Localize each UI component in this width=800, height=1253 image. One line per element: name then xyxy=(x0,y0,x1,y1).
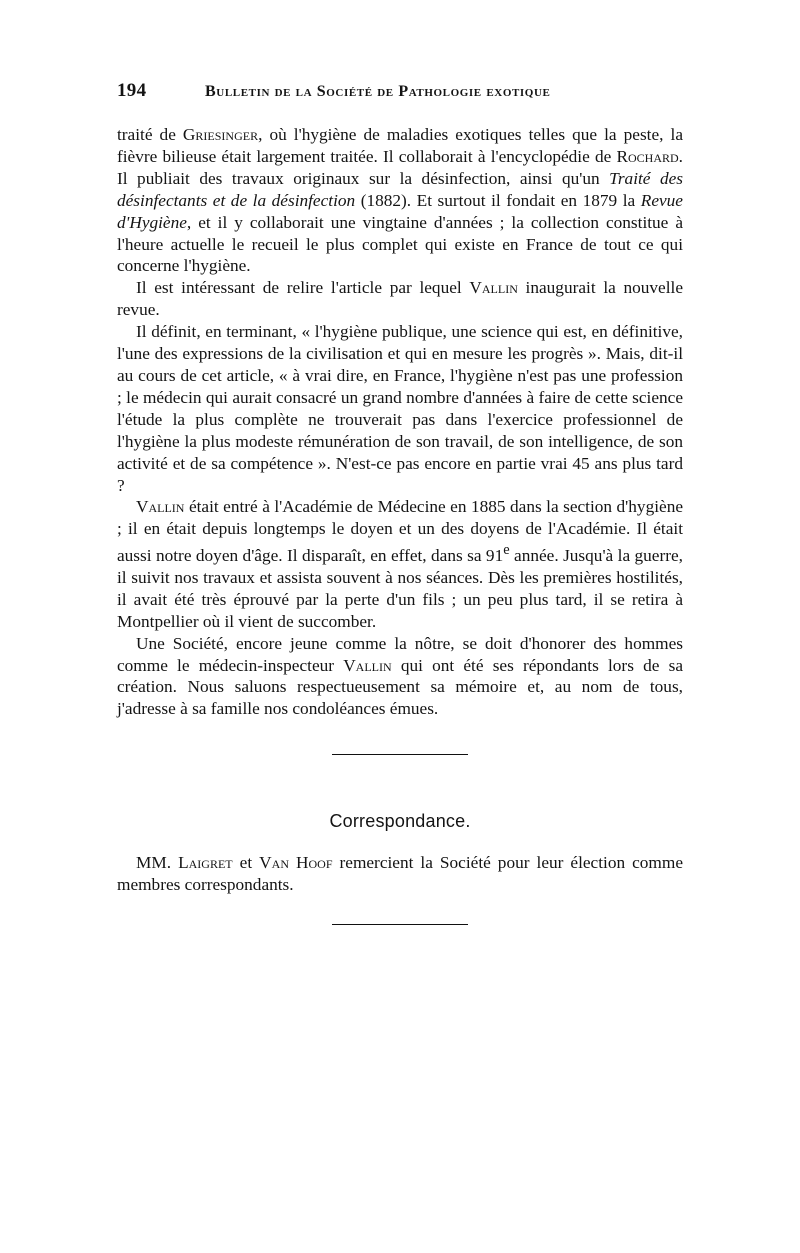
author-name: Griesinger xyxy=(182,125,259,144)
text: . Il publiait des travaux originaux sur la désinfection, ainsi qu'un xyxy=(117,146,683,188)
paragraph-4 xyxy=(117,496,683,632)
text: et xyxy=(232,853,260,873)
paragraph-3 xyxy=(117,321,683,496)
author-name: Vallin xyxy=(136,497,185,517)
author-name: Vallin xyxy=(343,655,392,675)
correspondance-body xyxy=(117,852,683,896)
text: Il est intéressant de relire l'article par lequel xyxy=(136,278,470,298)
running-title: Bulletin de la Société de Pathologie exotique xyxy=(205,83,551,100)
text: traité de xyxy=(117,125,183,144)
text: était entré à l'Académie de Médecine en 1885 dans la section d'hygiène ; il en était depuis longtemps le doyen et un des doyens de l'Académie. Il était aussi notre doyen d'âge. Il disparaît, en effet, dans sa 91 xyxy=(117,497,683,565)
book-title: Traité des désinfectants et de la désinfection xyxy=(117,168,684,210)
paragraph-5 xyxy=(117,633,683,721)
journal-title: Revue d'Hygiène xyxy=(117,190,683,232)
page-number: 194 xyxy=(117,80,147,101)
text: (1882). Et surtout il fondait en 1879 la xyxy=(355,190,641,210)
article-body xyxy=(117,124,683,720)
text: Une Société, encore jeune comme la nôtre, se doit d'honorer des hommes comme le médecin-inspecteur xyxy=(117,633,683,675)
section-divider xyxy=(332,924,468,925)
member-name: Van Hoof xyxy=(259,853,333,873)
member-name: Laigret xyxy=(178,853,233,873)
section-heading: Correspondance. xyxy=(329,811,471,832)
section-divider xyxy=(332,754,468,755)
text: remercient la Société pour leur élection comme membres correspondants. xyxy=(117,853,683,895)
author-name: Vallin xyxy=(469,278,518,298)
paragraph-2 xyxy=(117,277,683,321)
text: , où l'hygiène de maladies exotiques telles que la peste, la fièvre bilieuse était largement traitée. Il collaborait à l'encyclopédie de xyxy=(117,125,683,166)
text: , et il y collaborait une vingtaine d'années ; la collection constitue à l'heure actuelle le recueil le plus complet qui existe en France de tout ce qui concerne l'hygiène. xyxy=(117,212,683,276)
text: qui ont été ses répondants lors de sa création. Nous saluons respectueusement sa mémoire et, au nom de tous, j'adresse à sa famille nos condoléances émues. xyxy=(117,655,683,719)
page xyxy=(117,80,683,925)
text: inaugurait la nouvelle revue. xyxy=(117,278,683,320)
text: année. Jusqu'à la guerre, il suivit nos travaux et assista souvent à nos séances. Dès les premières hostilités, il avait été très éprouvé par la perte d'un fils ; un peu plus tard, il se retira à Montpellier où il vient de succomber. xyxy=(117,545,683,631)
text: MM. xyxy=(136,853,179,873)
text: Il définit, en terminant, « l'hygiène publique, une science qui est, en définitive, l'une des expressions de la civilisation et qui en mesure les progrès ». Mais, dit-il au cours de cet article, « à vrai dire, en France, l'hygiène n'est pas une profession ; le médecin qui aurait consacré un grand nombre d'années à faire de cette science l'étude la plus complète ne trouverait pas dans l'exercice professionnel de l'hygiène la plus modeste rémunération de son travail, de son intelligence, de son activité et de sa compétence ». N'est-ce pas encore en partie vrai 45 ans plus tard ? xyxy=(117,322,683,495)
correspondance-paragraph xyxy=(117,852,683,896)
paragraph-1 xyxy=(117,124,683,277)
author-name: Rochard xyxy=(616,146,679,166)
page-header xyxy=(117,80,683,102)
ordinal-suffix: e xyxy=(503,542,510,559)
